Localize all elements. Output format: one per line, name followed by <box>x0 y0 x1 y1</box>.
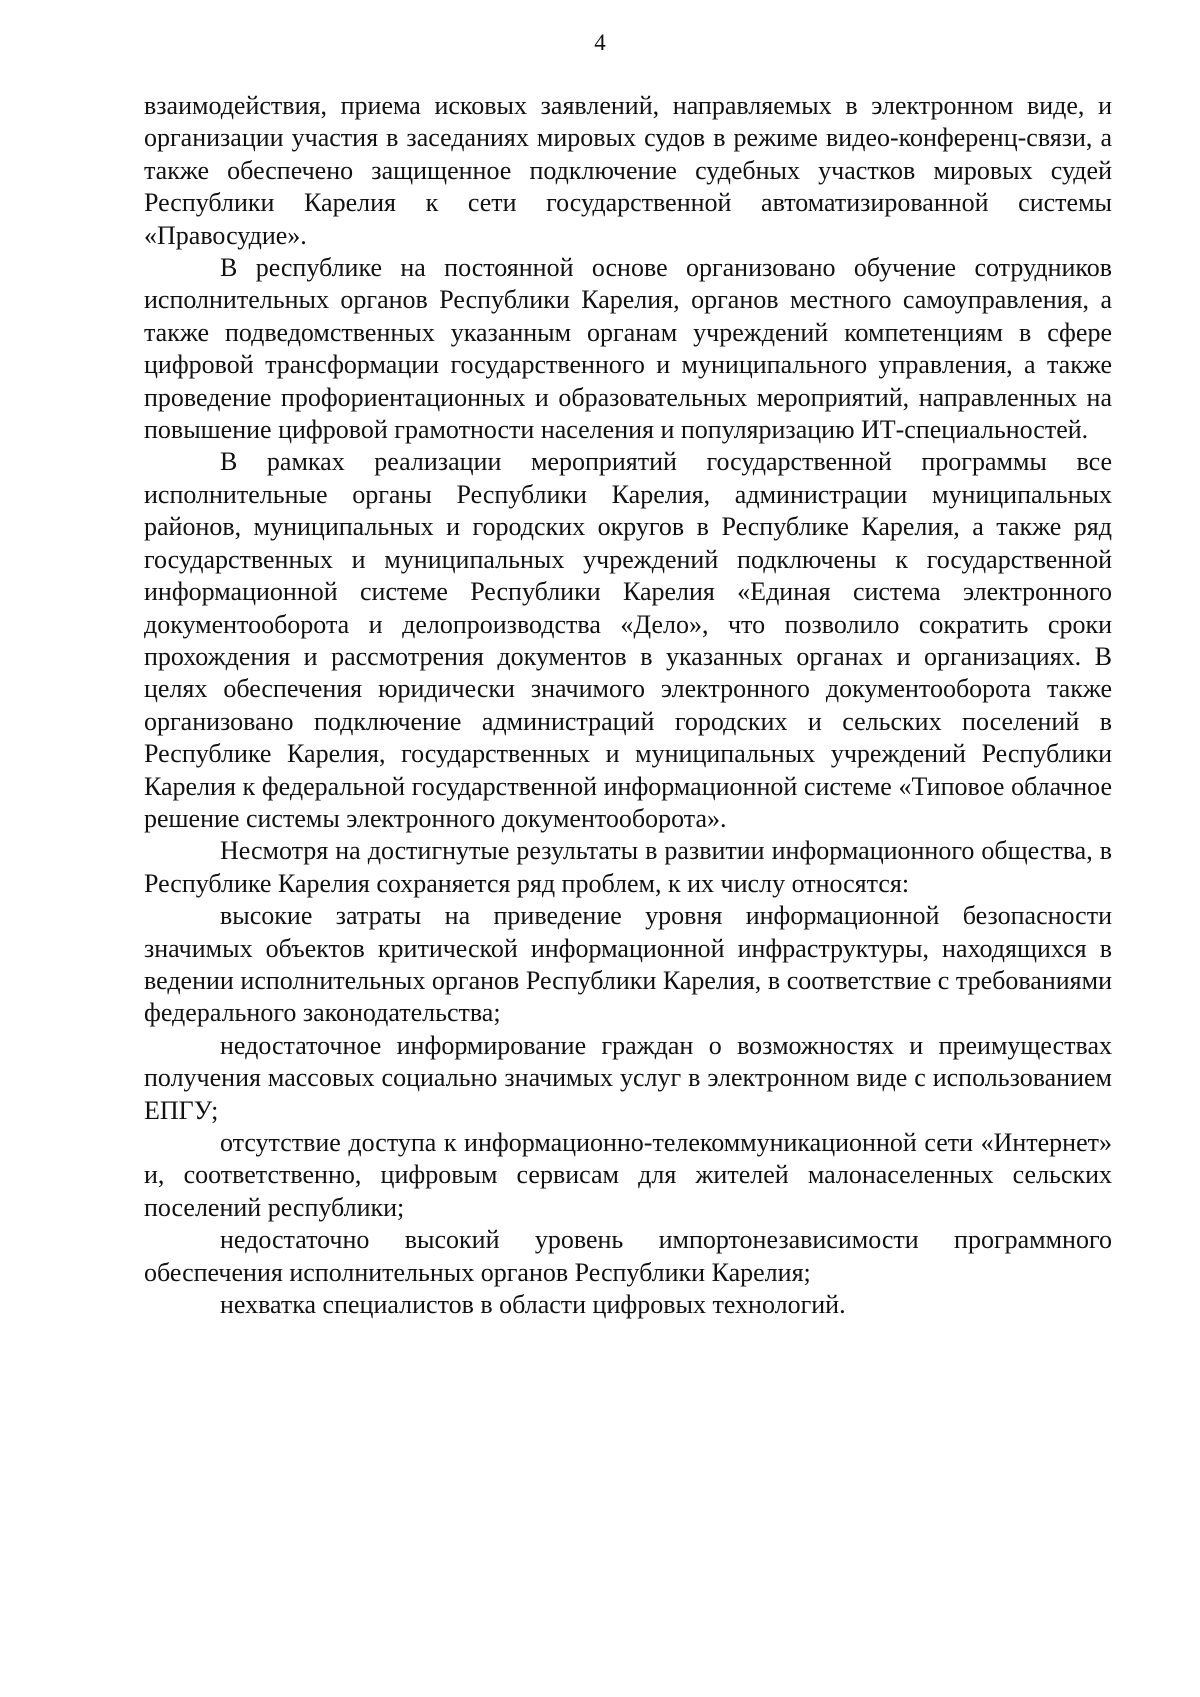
problem-item-security-costs: высокие затраты на приведение уровня информационной безопасности значимых объектов критической информационной инфраструктуры, находящихся в ведении исполнительных органов Республики Карелия, в соответствие с требованиями федерального законодательства; <box>144 901 1112 1028</box>
paragraph-document-management: В рамках реализации мероприятий государственной программы все исполнительные органы Республики Карелия, администрации муниципальных районов, муниципальных и городских округов в Республике Карелия, а также ряд государственных и муниципальных учреждений подключены к государственной информационной системе Республики Карелия «Единая система электронного документооборота и делопроизводства «Дело», что позволило сократить сроки прохождения и рассмотрения документов в указанных органах и организациях. В целях обеспечения юридически значимого электронного документооборота также организовано подключение администраций городских и сельских поселений в Республике Карелия, государственных и муниципальных учреждений Республики Карелия к федеральной государственной информационной системе «Типовое облачное решение системы электронного документооборота». <box>144 447 1112 833</box>
problem-item-staff-shortage: нехватка специалистов в области цифровых технологий. <box>220 1290 846 1320</box>
paragraph-court-systems: взаимодействия, приема исковых заявлений, направляемых в электронном виде, и организации участия в заседаниях мировых судов в режиме видео-конференц-связи, а также обеспечено защищенное подключение судебных участков мировых судей Республики Карелия к сети государственной автоматизированной системы «Правосудие». <box>144 91 1112 250</box>
document-body <box>144 90 1112 1321</box>
problem-item-import-independence: недостаточно высокий уровень импортонезависимости программного обеспечения исполнительных органов Республики Карелия; <box>144 1225 1112 1287</box>
paragraph-problems-intro: Несмотря на достигнутые результаты в развитии информационного общества, в Республике Карелия сохраняется ряд проблем, к их числу относятся: <box>144 836 1112 898</box>
paragraph-training: В республике на постоянной основе организовано обучение сотрудников исполнительных органов Республики Карелия, органов местного самоуправления, а также подведомственных указанным органам учреждений компетенциям в сфере цифровой трансформации государственного и муниципального управления, а также проведение профориентационных и образовательных мероприятий, направленных на повышение цифровой грамотности населения и популяризацию ИТ-специальностей. <box>144 253 1112 445</box>
problem-item-informing-citizens: недостаточное информирование граждан о возможностях и преимуществах получения массовых социально значимых услуг в электронном виде с использованием ЕПГУ; <box>144 1030 1112 1125</box>
page-number: 4 <box>594 30 606 55</box>
problem-item-internet-access: отсутствие доступа к информационно-телекоммуникационной сети «Интернет» и, соответственно, цифровым сервисам для жителей малонаселенных сельских поселений республики; <box>144 1128 1112 1222</box>
